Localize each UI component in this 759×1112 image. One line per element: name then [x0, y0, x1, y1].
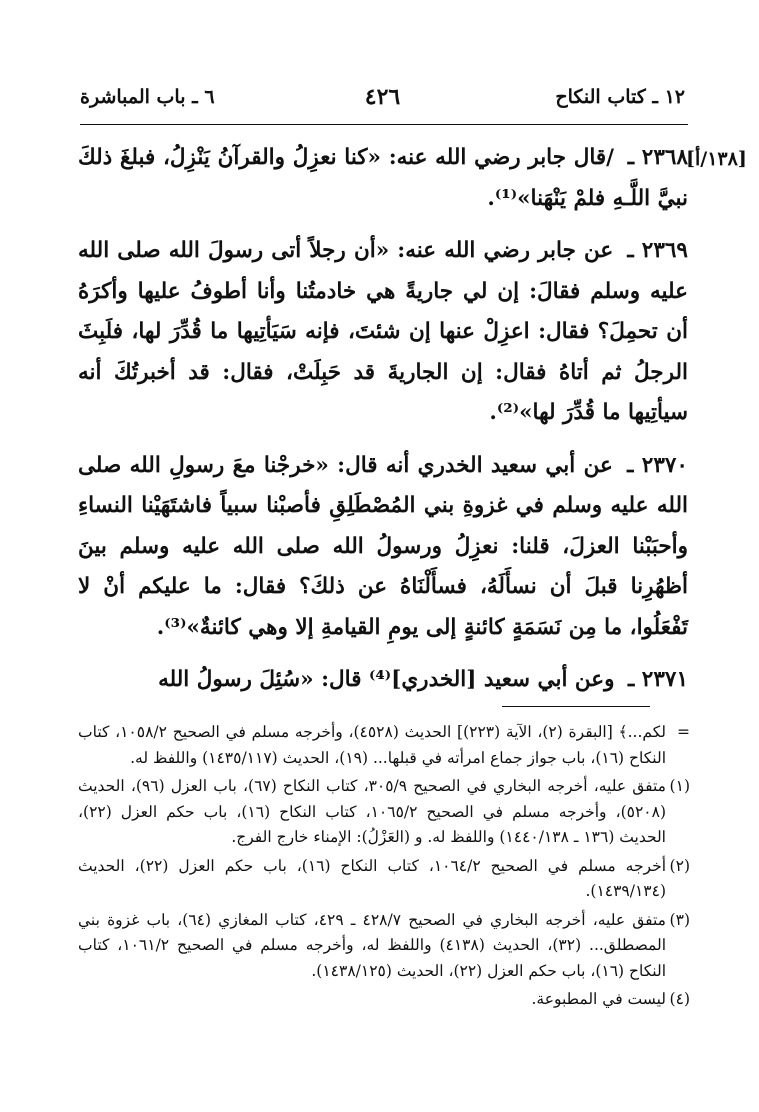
footnote-text: ليست في المطبوعة.: [531, 990, 666, 1008]
page-number: ٤٢٦: [364, 84, 401, 110]
footnote-text: أخرجه مسلم في الصحيح ١٠٦٤/٢، كتاب النكاح (١٦)، باب حكم العزل (٢٢)، الحديث (١٤٣٩/١٣٤).: [78, 856, 666, 900]
footnote-text: متفق عليه، أخرجه البخاري في الصحيح ٣٠٥/٩، كتاب النكاح (٦٧)، باب العزل (٩٦)، الحديث (٥٢٠٨)، وأخرجه مسلم في الصحيح ١٠٦٥/٢، كتاب النكاح (١٦)، باب حكم العزل (٢٢)، الحديث (١٣٦ ـ ١٤٤٠/١٣٨) واللفظ له. و (العَزْلُ): الإمناء خارج الفرج.: [78, 777, 666, 846]
hadith-number: ٢٣٧١ ـ: [628, 667, 688, 692]
manuscript-folio-marker: [١٣٨/أ]: [686, 148, 747, 170]
footnote-mark: (٤): [669, 990, 690, 1008]
hadith-2369: [78, 231, 688, 434]
footnote-mark: (٢): [669, 856, 690, 875]
footnote-mark: (١): [669, 777, 690, 795]
section-title: ٦ ـ باب المباشرة: [80, 86, 215, 108]
hadith-text: /قال جابر رضي الله عنه: «كنا نعزِلُ والقرآنُ يَنْزِلُ، فبلغَ ذلكَ نبيَّ اللَّـهِ فلمْ يَنْهَنا»⁽¹⁾.: [78, 145, 688, 211]
hadith-text: وعن أبي سعيد [الخدري]⁽⁴⁾ قال: «سُئِلَ رسولُ الله: [158, 667, 615, 692]
footnotes: [78, 720, 690, 1016]
footnote-2: [78, 854, 690, 905]
hadith-2370: [78, 446, 688, 649]
main-text: [78, 138, 688, 701]
footnote-mark: (٣): [669, 910, 690, 929]
hadith-number: ٢٣٦٨ ـ: [627, 145, 688, 170]
hadith-text: عن جابر رضي الله عنه: «أن رجلاً أتى رسولَ الله صلى الله عليه وسلم فقالَ: إن لي جاريةً هي خادمتُنا وأنا أطوفُ عليها وأكرَهُ أن تحمِلَ؟ فقال: اعزِلْ عنها إن شئتَ، فإنه سَيَأتِيها ما قُدِّرَ لها، فلَبِثَ الرجلُ ثم أتاهُ فقال: إن الجاريةَ قد حَبِلَتْ، فقال: قد أخبرتُكَ أنه سيأتِيها ما قُدِّرَ لها»⁽²⁾.: [78, 238, 688, 425]
footnote-3: [78, 908, 690, 985]
hadith-2371: [78, 660, 688, 701]
hadith-text: عن أبي سعيد الخدري أنه قال: «خرجْنا معَ رسولِ الله صلى الله عليه وسلم في غزوةِ بني المُصْطَلِقِ فأصبْنا سبياً فاشتَهَيْنا النساءِ وأحبَبْنا العزلَ، قلنا: نعزِلُ ورسولُ الله صلى الله عليه وسلم بينَ أظهُرِنا قبلَ أن نسأَلَهُ، فسأَلْنَاهُ عن ذلكَ؟ فقال: ما عليكم أنْ لا تَفْعَلُوا، ما مِن نَسَمَةٍ كائنةٍ إلى يومِ القيامةِ إلا وهي كائنةٌ»⁽³⁾.: [78, 452, 688, 640]
chapter-title: ١٢ ـ كتاب النكاح: [555, 86, 685, 108]
footnote-rule: [502, 706, 650, 707]
hadith-2368: [78, 138, 688, 219]
footnote-1: [78, 774, 690, 851]
footnote-mark: =: [677, 723, 690, 741]
hadith-number: ٢٣٧٠ ـ: [627, 452, 688, 478]
footnote-continuation: [78, 720, 690, 771]
footnote-4: [78, 987, 690, 1013]
header-rule: [80, 124, 688, 125]
footnote-text: لكم...﴾ [البقرة (٢)، الآية (٢٢٣)] الحديث (٤٥٢٨)، وأخرجه مسلم في الصحيح ١٠٥٨/٢، كتاب النكاح (١٦)، باب جواز جماع امرأته في قبلها... (١٩)، الحديث (١٤٣٥/١١٧) واللفظ له.: [78, 723, 666, 767]
hadith-number: ٢٣٦٩ ـ: [627, 238, 688, 263]
running-header: [80, 86, 685, 116]
footnote-text: متفق عليه، أخرجه البخاري في الصحيح ٤٢٨/٧ ـ ٤٢٩، كتاب المغازي (٦٤)، باب غزوة بني المصطلق... (٣٢)، الحديث (٤١٣٨) واللفظ له، وأخرجه مسلم في الصحيح ١٠٦١/٢، كتاب النكاح (١٦)، باب حكم العزل (٢٢)، الحديث (١٤٣٨/١٢٥).: [78, 910, 666, 980]
